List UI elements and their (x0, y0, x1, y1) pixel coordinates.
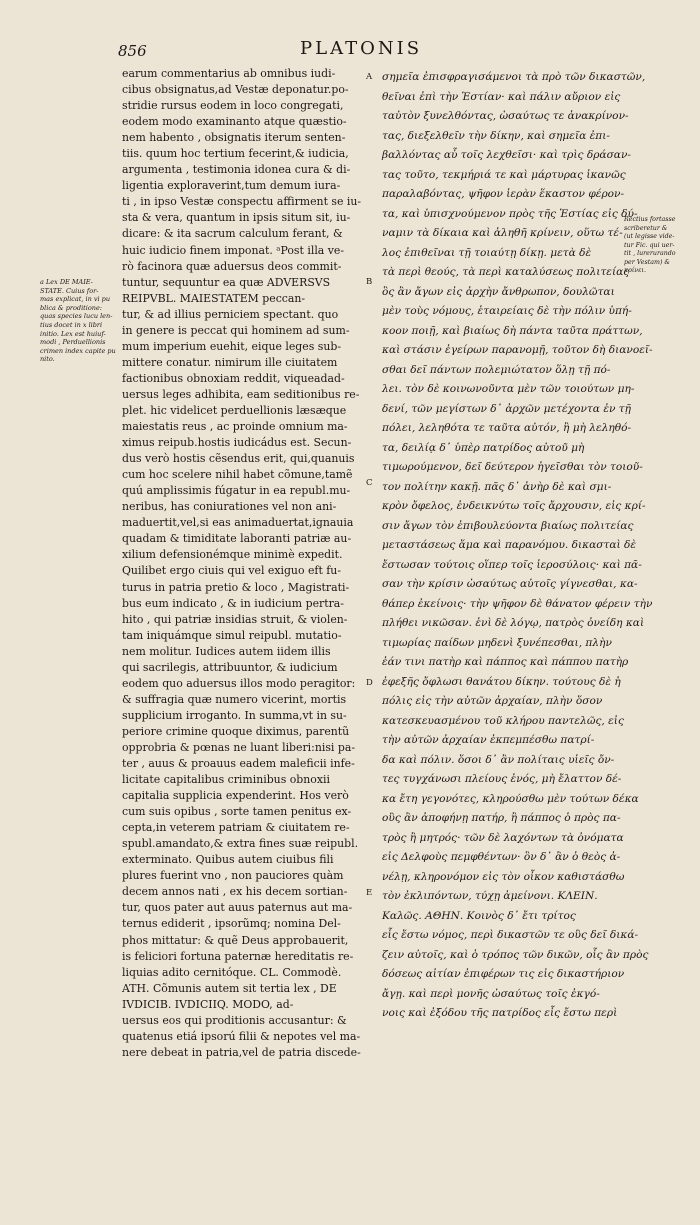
latin-text-line: exterminato. Quibus autem ciuibus fili (122, 853, 334, 867)
latin-text-line: cibus obsignatus,ad Vestæ deponatur.po- (122, 83, 349, 97)
margin-note-line: per Vestam) & (624, 258, 671, 266)
latin-text-line: argumenta , testimonia idonea cura & di- (122, 163, 351, 177)
margin-note-line: a Lex DE MAIE- (40, 278, 93, 286)
latin-text-line: tur, quos pater aut auus paternus aut ma- (122, 901, 353, 915)
greek-text-line: νέλῃ, κληρονόμον εἰς τὸν οἶκον καθιστάσθω (382, 870, 625, 883)
latin-text-line: maiestatis reus , ac proinde omnium ma- (122, 420, 348, 434)
greek-text-line: ἄγῃ. καὶ περὶ μονῆς ὡσαύτως τοῖς ἐκγό- (382, 987, 600, 1000)
greek-text-line: σαν τὴν κρίσιν ὡσαύτως αὐτοῖς γίγνεσθαι, κα- (382, 578, 638, 590)
latin-text-line: tur, & ad illius perniciem spectant. quo (122, 307, 339, 321)
greek-text-line: τας, διεξελθεῖν τὴν δίκην, καὶ σημεῖα ἐπι- (382, 129, 610, 142)
latin-text-line: ti , in ipso Vestæ conspectu affirment se iu- (122, 195, 362, 209)
greek-text-line: κατεσκευασμένου τοῦ κλήρου παντελῶς, εἰς (382, 714, 624, 727)
latin-text-line: qui sacrilegis, attribuuntor, & iudicium (122, 660, 338, 674)
latin-column (122, 66, 365, 1061)
greek-text-line: τιμωρίας παίδων μηδενὶ ξυνέπεσθαι, πλὴν (382, 636, 612, 649)
section-marker-b: B (366, 277, 373, 287)
latin-text-line: periore crimine quoque diximus, parentũ (122, 724, 350, 738)
greek-text-line: οὓς ἂν ἀποφήνῃ πατήρ, ἢ πάππος ὁ πρὸς πα- (382, 812, 621, 824)
greek-text-line: εἷς ἔστω νόμος, περὶ δικαστῶν τε οὓς δεῖ δικά- (382, 929, 639, 941)
section-marker-e: E (366, 888, 373, 898)
greek-text-line: πόλει, λεληθότα τε ταῦτα αὐτόν, ἢ μὴ λεληθό- (382, 422, 632, 434)
latin-text-line: & suffragia quæ numero vicerint, mortis (122, 692, 347, 706)
latin-text-line: cepta,in veterem patriam & ciuitatem re- (122, 821, 350, 835)
latin-text-line: nem molitur. Iudices autem iidem illis (122, 644, 331, 658)
greek-text-line: τον πολίτην κακῇ. πᾶς δ᾽ ἀνὴρ δὲ καὶ σμι- (382, 480, 612, 493)
latin-text-line: plet. hic videlicet perduellionis læsæque (122, 403, 347, 417)
latin-text-line: bus eum indicato , & in iudicium pertra- (122, 596, 344, 610)
greek-text-line: κα ἔτη γεγονότες, κληρούσθω μὲν τούτων δέκα (382, 792, 639, 805)
greek-text-line: λος ἐπιθεῖναι τῇ τοιαύτῃ δίκῃ. μετὰ δὲ (382, 246, 592, 259)
greek-text-line: δενί, τῶν μεγίστων δ᾽ ἀρχῶν μετέχοντα ἐν τῇ (382, 402, 632, 415)
latin-text-line: xilium defensionémque minimè expedit. (122, 548, 343, 562)
greek-text-line: τὴν αὐτῶν ἀρχαίαν ἐκπεμπέσθω πατρί- (382, 734, 595, 746)
latin-text-line: mum imperium euehit, eique leges sub- (122, 339, 342, 353)
greek-text-line: ταὐτὸν ξυνελθόντας, ὡσαύτως τε ἀνακρίνον- (382, 110, 629, 122)
latin-text-line: opprobria & pœnas ne luant liberi:nisi pa- (122, 740, 356, 754)
margin-note-line: tius docet in x libri (40, 320, 103, 329)
latin-text-line: neribus, has coniurationes vel non ani- (122, 500, 337, 514)
margin-note-line: tur Fic. qui uer- (624, 241, 675, 249)
greek-text-line: δόσεως αἰτίαν ἐπιφέρων τις εἰς δικαστήριον (382, 968, 625, 980)
section-marker-c: C (366, 478, 373, 488)
margin-note-line: (ut legisse vide- (624, 233, 675, 240)
greek-text-line: τας τοῦτο, τεκμήριά τε καὶ μάρτυρας ἱκανῶς (382, 168, 626, 181)
latin-text-line: quadam & timiditate laboranti patriæ au- (122, 532, 352, 546)
greek-text-line: τὰ περὶ θεούς, τὰ περὶ καταλύσεως πολιτείας (382, 266, 630, 278)
latin-text-line: tam iniquámque simul reipubl. mutatio- (122, 628, 342, 642)
latin-text-line: factionibus obnoxiam reddit, viqueadad- (122, 371, 345, 385)
latin-text-line: uersus leges adhibita, eam seditionibus re- (122, 387, 360, 401)
margin-note-line: κρίνει. (624, 267, 646, 274)
latin-text-line: maduertit,vel,si eas animaduertat,ignauia (122, 516, 354, 530)
latin-text-line: tiis. quum hoc tertium fecerint,& iudicia, (122, 147, 349, 161)
latin-text-line: quatenus etiá ipsorú filii & nepotes vel ma- (122, 1029, 361, 1043)
greek-text-line: πλήθει νικῶσαν. ἑνὶ δὲ λόγῳ, πατρὸς ὀνείδη καὶ (382, 617, 645, 629)
margin-note-line: nito. (40, 355, 55, 364)
greek-text-line: σημεῖα ἐπισφραγισάμενοι τὰ πρὸ τῶν δικαστῶν, (382, 71, 646, 83)
greek-text-line: Καλῶς. ΑΘΗΝ. Κοινὸς δ᾽ ἔτι τρίτος (382, 909, 576, 922)
greek-text-line: ἔστωσαν τούτοις οἵπερ τοῖς ἱεροσύλοις· καὶ πᾶ- (382, 558, 642, 571)
latin-text-line: eodem quo aduersus illos modo peragitor: (122, 676, 356, 690)
greek-text-line: ἐφεξῆς ὄφλωσι θανάτου δίκην. τούτους δὲ ἡ (382, 675, 621, 688)
latin-text-line: earum commentarius ab omnibus iudi- (122, 67, 336, 80)
greek-text-line: σθαι δεῖ πάντων πολεμιώτατον ὅλῃ τῇ πό- (382, 363, 611, 376)
greek-text-line: μεταστάσεως ἅμα καὶ παρανόμου. δικασταὶ δὲ (382, 539, 637, 551)
latin-text-line: stridie rursus eodem in loco congregati, (122, 99, 344, 113)
margin-note-line: blica & proditione: (40, 303, 103, 312)
latin-text-line: huic iudicio finem imponat. ᵃPost illa ve- (122, 243, 345, 257)
greek-text-line: ὃς ἂν ἄγων εἰς ἀρχὴν ἄνθρωπον, δουλῶται (382, 285, 615, 298)
margin-note-line: modi , Perduellionis (40, 338, 106, 347)
greek-text-line: τα, δειλίᾳ δ᾽ ὑπὲρ πατρίδος αὑτοῦ μὴ (382, 441, 585, 454)
latin-text-line: licitate capitalibus criminibus obnoxii (122, 773, 330, 787)
latin-text-line: sta & vera, quantum in ipsis situm sit, iu- (122, 211, 351, 225)
latin-text-line: uersus eos qui proditionis accusantur: & (122, 1013, 347, 1027)
latin-text-line: nem habento , obsignatis iterum senten- (122, 131, 346, 145)
greek-text-line: ζειν αὐτοῖς, καὶ ὁ τρόπος τῶν δικῶν, οἷς ἂν πρὸς (382, 948, 649, 961)
greek-text-line: μὲν τοὺς νόμους, ἑταιρείαις δὲ τὴν πόλιν ὑπή- (382, 305, 632, 317)
latin-text-line: REIPVBL. MAIESTATEM peccan- (122, 291, 306, 305)
latin-text-line: ligentia exploraverint,tum demum iura- (122, 179, 341, 193)
greek-text-line: τιμωρούμενον, δεῖ δεύτερον ἡγεῖσθαι τὸν τοιοῦ- (382, 461, 643, 473)
greek-text-line: εἰς Δελφοὺς πεμφθέντων· ὃν δ᾽ ἂν ὁ θεὸς ἀ- (382, 851, 621, 863)
greek-text-line: ναμιν τὰ δίκαια καὶ ἀληθῆ κρίνειν, οὕτω τέ- (382, 227, 623, 239)
greek-text-line: τα, καὶ ὑπισχνούμενον πρὸς τῆς Ἑστίας εἰς δύ- (382, 207, 638, 220)
greek-text-line: κρὸν ὄφελος, ἐνδεικνύτω τοῖς ἄρχουσιν, εἰς κρί- (382, 500, 646, 512)
margin-note-line: STATE. Cuius for- (40, 286, 99, 295)
latin-text-line: dicare: & ita sacrum calculum ferant, & (122, 227, 343, 241)
greek-text-line: τὸν ἐκλιπόντων, τύχῃ ἀμείνονι. ΚΛΕΙΝ. (382, 890, 598, 902)
margin-note-line: crimen index capite pu (40, 346, 116, 355)
latin-text-line: nere debeat in patria,vel de patria discede- (122, 1045, 361, 1059)
greek-text-line: βαλλόντας αὖ τοῖς λεχθεῖσι· καὶ τρὶς δράσαν- (382, 149, 631, 161)
latin-text-line: cum hoc scelere nihil habet cõmune,tamẽ (122, 468, 353, 482)
latin-text-line: tuntur, sequuntur ea quæ ADVERSVS (122, 275, 331, 289)
latin-text-line: eodem modo examinanto atque quæstio- (122, 115, 347, 129)
latin-text-line: is feliciori fortuna paternæ hereditatis re- (122, 949, 354, 963)
latin-text-line: turus in patria pretio & loco , Magistrati- (122, 580, 350, 594)
margin-note-line: scriberetur & (624, 224, 668, 232)
margin-note-line: tit , lurerurando (624, 250, 676, 257)
margin-note-line: initio. Lex est huiuf- (40, 329, 106, 338)
latin-text-line: mittere conatur. nimirum ille ciuitatem (122, 355, 338, 369)
margin-note-line: quas species lucu len- (40, 312, 113, 321)
latin-text-line: rò facinora quæ aduersus deos commit- (122, 259, 342, 273)
latin-text-line: spubl.amandato,& extra fines suæ reipubl. (122, 837, 359, 851)
greek-text-line: θάπερ ἐκείνοις· τὴν ψῆφον δὲ θάνατον φέρειν τὴν (382, 597, 653, 610)
latin-text-line: plures fuerint vno , non pauciores quàm (122, 869, 344, 883)
greek-text-line: θεῖναι ἐπὶ τὴν Ἑστίαν· καὶ πάλιν αὔριον εἰς (382, 90, 621, 103)
margin-note-line: mas explicat, in vi pu (40, 295, 111, 304)
latin-text-line: decem annos nati , ex his decem sortian- (122, 885, 348, 899)
latin-text-line: hito , qui patriæ insidias struit, & violen- (122, 612, 348, 626)
greek-text-line: δα καὶ πόλιν. ὅσοι δ᾽ ἂν πολίταις υἱεῖς ὄν- (382, 753, 615, 766)
greek-text-line: σιν ἄγων τὸν ἐπιβουλεύοντα βιαίως πολιτείας (382, 519, 634, 532)
latin-text-line: quú amplissimis fúgatur in ea republ.mu- (122, 484, 351, 498)
latin-text-line: liquias adito cernitóque. CL. Commodè. (122, 965, 342, 979)
margin-note-line: Rectius fortasse (624, 216, 676, 223)
greek-text-line: κοον ποιῇ, καὶ βιαίως δὴ πάντα ταῦτα πράττων, (382, 324, 643, 337)
latin-text-line: in genere is peccat qui hominem ad sum- (122, 323, 350, 337)
greek-text-line: πόλις εἰς τὴν αὐτῶν ἀρχαίαν, πλὴν ὅσον (382, 695, 603, 707)
latin-text-line: phos mittatur: & quẽ Deus approbauerit, (122, 933, 349, 947)
latin-text-line: IVDICIB. IVDICIIQ. MODO, ad- (122, 997, 294, 1011)
section-marker-d: D (366, 678, 373, 688)
latin-text-line: supplicium irroganto. In summa,vt in su- (122, 708, 347, 722)
latin-text-line: ATH. Cõmunis autem sit tertia lex , DE (122, 981, 337, 995)
greek-text-line: λει. τὸν δὲ κοινωνοῦντα μὲν τῶν τοιούτων μη- (382, 383, 635, 395)
greek-text-line: νοις καὶ ἐξόδου τῆς πατρίδος εἷς ἔστω περὶ (382, 1007, 618, 1019)
latin-text-line: dus verò hostis cẽsendus erit, qui,quanuis (122, 452, 355, 466)
latin-text-line: ternus ediderit , ipsorũmq; nomina Del- (122, 917, 341, 931)
greek-text-line: καὶ στάσιν ἐγείρων παρανομῇ, τοῦτον δὴ διανοεῖ- (382, 344, 653, 356)
latin-text-line: capitalia supplicia expenderint. Hos verò (122, 789, 349, 803)
greek-text-line: τρὸς ἢ μητρός· τῶν δὲ λαχόντων τὰ ὀνόματα (382, 831, 624, 844)
section-marker-a: A (366, 72, 373, 82)
latin-text-line: ter , auus & proauus eadem maleficii infe- (122, 757, 355, 771)
running-title: PLATONIS (300, 38, 423, 59)
greek-text-line: τες τυγχάνωσι πλείους ἑνός, μὴ ἔλαττον δέ- (382, 773, 622, 785)
latin-text-line: Quilibet ergo ciuis qui vel exiguo eft fu- (122, 564, 342, 578)
latin-text-line: ximus reipub.hostis iudicádus est. Secun- (122, 436, 352, 450)
greek-text-line: ἐάν τινι πατὴρ καὶ πάππος καὶ πάππου πατὴρ (382, 656, 629, 668)
left-margin-note (40, 278, 118, 364)
greek-text-line: παραλαβόντας, ψῆφον ἱερὰν ἕκαστον φέρον- (382, 188, 625, 200)
page-number: 856 (118, 42, 147, 60)
latin-text-line: cum suis opibus , sorte tamen penitus ex- (122, 805, 352, 819)
right-margin-note (624, 216, 696, 276)
